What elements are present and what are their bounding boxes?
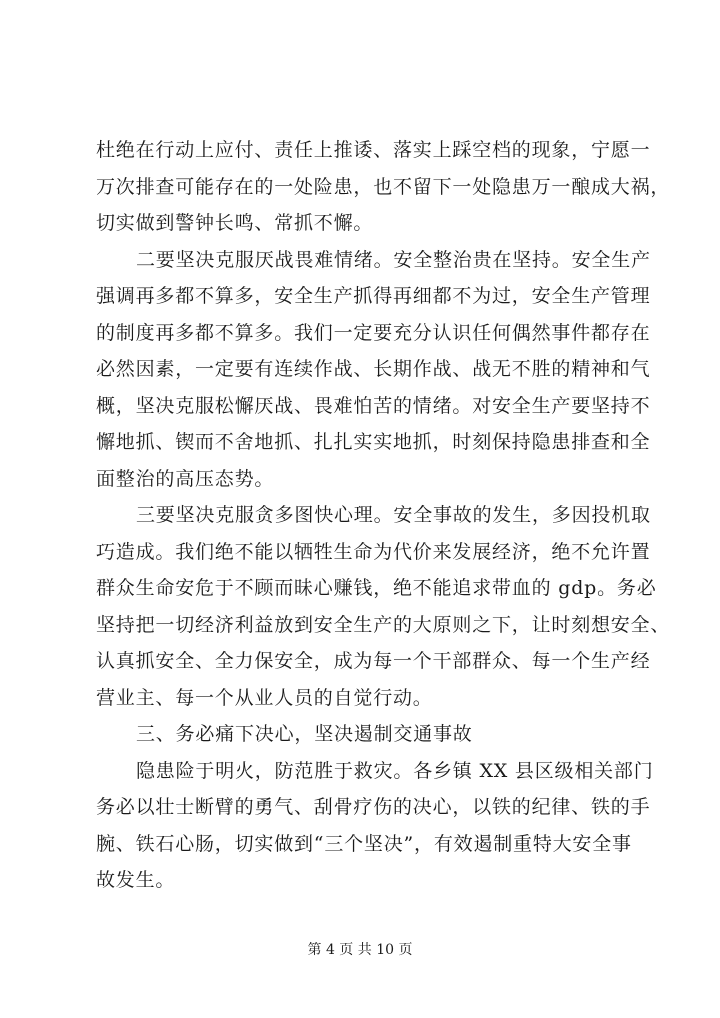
text-line: 巧造成。我们绝不能以牺牲生命为代价来发展经济，绝不允许置	[96, 540, 651, 563]
text-line: 群众生命安危于不顾而昧心赚钱，绝不能追求带血的 gdp。务必	[96, 577, 657, 599]
text-line: 杜绝在行动上应付、责任上推诿、落实上踩空档的现象，宁愿一	[96, 139, 651, 161]
text-line: 隐患险于明火，防范胜于救灾。各乡镇 XX 县区级相关部门	[136, 759, 654, 782]
text-line: 万次排查可能存在的一处险患，也不留下一处隐患万一酿成大祸，	[96, 175, 671, 198]
text-line: 认真抓安全、全力保安全，成为每一个干部群众、每一个生产经	[96, 650, 651, 672]
text-line: 营业主、每一个从业人员的自觉行动。	[96, 686, 433, 709]
text-line: 切实做到警钟长鸣、常抓不懈。	[96, 212, 374, 234]
text-line: 腕、铁石心肠，切实做到“三个坚决”，有效遏制重特大安全事	[96, 832, 632, 855]
text-line: 坚持把一切经济利益放到安全生产的大原则之下，让时刻想安全、	[96, 613, 671, 636]
text-line: 懈地抓、锲而不舍地抓、扎扎实实地抓，时刻保持隐患排查和全	[96, 431, 651, 453]
text-line: 三要坚决克服贪多图快心理。安全事故的发生，多因投机取	[136, 504, 651, 526]
section-heading: 三、务必痛下决心，坚决遏制交通事故	[136, 723, 473, 745]
text-line: 务必以壮士断臂的勇气、刮骨疗伤的决心，以铁的纪律、铁的手	[96, 796, 651, 818]
page-number-footer: 第 4 页 共 10 页	[307, 942, 413, 958]
text-line: 必然因素，一定要有连续作战、长期作战、战无不胜的精神和气	[96, 358, 651, 380]
text-line: 强调再多都不算多，安全生产抓得再细都不为过，安全生产管理	[96, 285, 651, 307]
text-line: 的制度再多都不算多。我们一定要充分认识任何偶然事件都存在	[96, 321, 651, 344]
text-line: 概，坚决克服松懈厌战、畏难怕苦的情绪。对安全生产要坚持不	[96, 394, 651, 417]
document-body	[96, 132, 671, 899]
text-line: 面整治的高压态势。	[96, 467, 275, 490]
text-line: 故发生。	[96, 869, 176, 891]
text-line: 二要坚决克服厌战畏难情绪。安全整治贵在坚持。安全生产	[136, 248, 651, 271]
